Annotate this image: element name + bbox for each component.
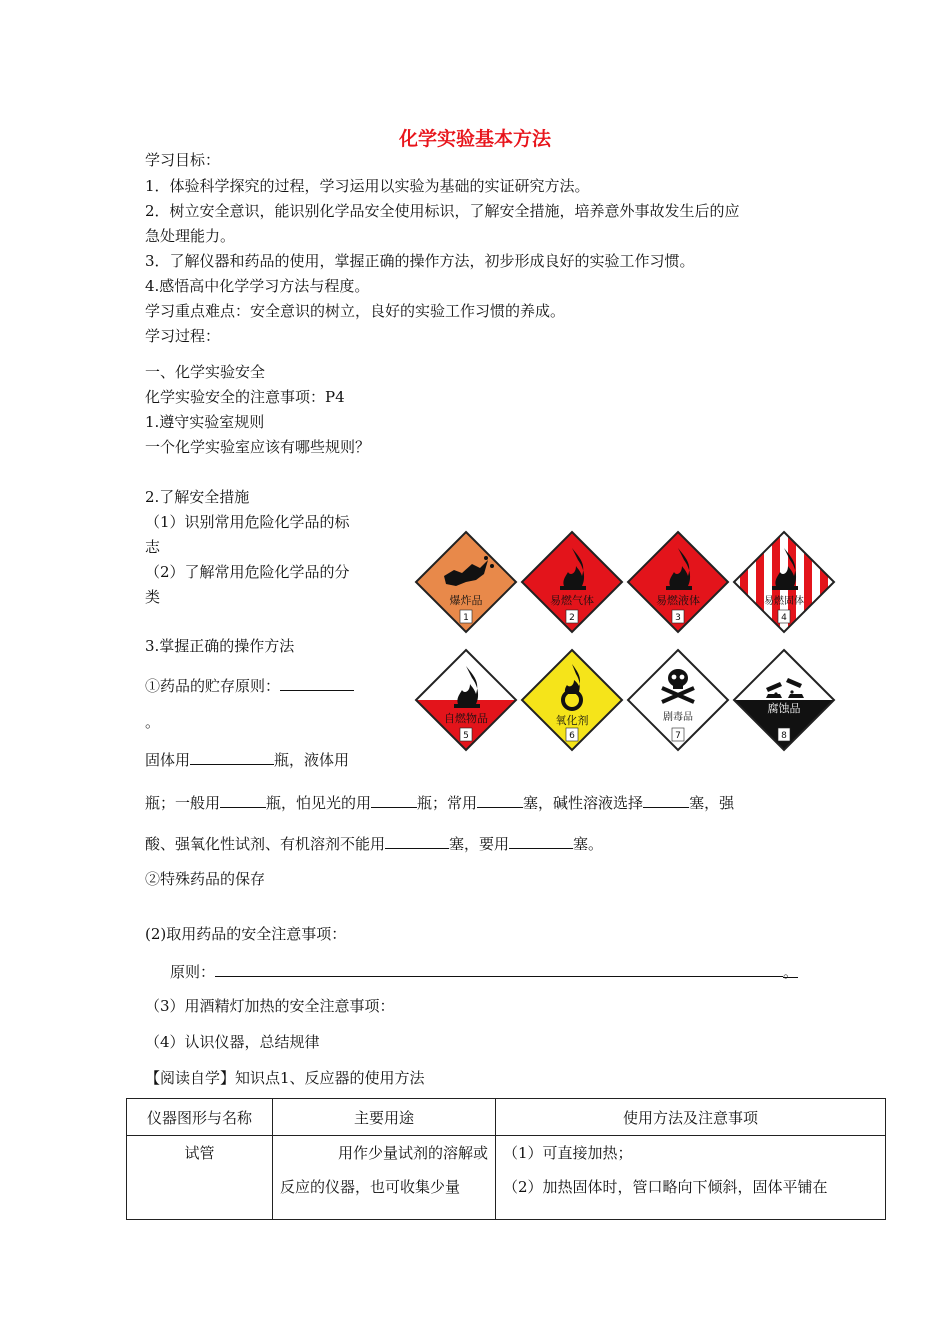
measure-1-line: 志	[145, 538, 161, 556]
table-header: 仪器图形与名称	[127, 1099, 273, 1136]
hazard-sign-oxidizer	[520, 648, 624, 752]
sign-label: 易燃固体	[764, 596, 804, 607]
hazard-signs-figure	[414, 530, 840, 770]
objectives-heading: 学习目标：	[145, 151, 221, 169]
sign-label: 爆炸品	[449, 594, 483, 607]
hazard-sign-flammable-solid	[732, 530, 836, 634]
fill-blank[interactable]	[477, 792, 523, 808]
sign-label: 氧化剂	[555, 714, 589, 727]
instruments-line: （4）认识仪器，总结规律	[145, 1033, 320, 1051]
hazard-sign-flammable-gas	[520, 530, 624, 634]
rule-title: 1.遵守实验室规则	[145, 413, 265, 431]
text-fragment: 瓶，怕见光的用	[266, 794, 372, 812]
text-fragment: 塞，要用	[449, 835, 510, 853]
fill-blank[interactable]	[509, 833, 573, 849]
measures-title: 2.了解安全措施	[145, 488, 250, 506]
hazard-sign-spontaneous-combustion	[414, 648, 518, 752]
sign-number: 4	[781, 613, 787, 623]
notes-line: （2）加热固体时，管口略向下倾斜，固体平铺在	[503, 1178, 828, 1196]
measure-2-line: 类	[145, 588, 161, 606]
text-fragment: 瓶；一般用	[145, 794, 221, 812]
instrument-name: 试管	[184, 1144, 215, 1162]
objective-item: 急处理能力。	[145, 227, 236, 245]
usage-line: 用作少量试剂的溶解或	[337, 1144, 488, 1162]
objective-item: 3．了解仪器和药品的使用，掌握正确的操作方法，初步形成良好的实验工作习惯。	[145, 252, 695, 270]
storage-label: ①药品的贮存原则：	[145, 677, 281, 695]
objective-item: 2．树立安全意识，能识别化学品安全使用标识，了解安全措施，培养意外事故发生后的应	[145, 202, 740, 220]
sign-label: 剧毒品	[663, 712, 693, 723]
table-header-row	[127, 1099, 886, 1136]
hazard-sign-toxic	[626, 648, 730, 752]
text-fragment: 固体用	[145, 751, 191, 769]
hazard-sign-corrosive	[732, 648, 836, 752]
fill-blank[interactable]	[385, 833, 449, 849]
table-header: 使用方法及注意事项	[496, 1099, 886, 1136]
sign-number: 2	[569, 613, 575, 623]
reading-line: 【阅读自学】知识点1、反应器的使用方法	[145, 1069, 425, 1087]
table-cell	[496, 1136, 886, 1220]
operation-title: 3.掌握正确的操作方法	[145, 637, 295, 655]
stopper-line	[145, 833, 603, 854]
fill-blank[interactable]	[280, 675, 354, 691]
storage-end: 。	[145, 713, 161, 731]
sign-number: 8	[781, 731, 787, 741]
fill-blank[interactable]	[220, 792, 266, 808]
text-fragment: 瓶；常用	[417, 794, 478, 812]
fill-blank[interactable]	[190, 749, 274, 765]
instrument-table	[126, 1098, 886, 1220]
text-fragment: 塞，强	[689, 794, 735, 812]
text-fragment: 塞，碱性溶液选择	[523, 794, 644, 812]
sign-number: 5	[463, 731, 469, 741]
usage-line: 反应的仪器，也可收集少量	[280, 1178, 461, 1196]
document-title: 化学实验基本方法	[398, 128, 551, 150]
alcohol-lamp-notes: （3）用酒精灯加热的安全注意事项：	[145, 997, 395, 1015]
process-heading: 学习过程：	[145, 327, 221, 345]
sign-number: 3	[675, 613, 681, 623]
table-row	[127, 1136, 886, 1220]
text-fragment: 。	[783, 963, 799, 981]
text-fragment: 酸、强氧化性试剂、有机溶剂不能用	[145, 835, 386, 853]
sign-number: 7	[675, 731, 681, 741]
key-points: 学习重点难点：安全意识的树立，良好的实验工作习惯的养成。	[145, 302, 566, 320]
storage-principle	[145, 675, 354, 696]
table-cell	[273, 1136, 496, 1220]
section-heading: 一、化学实验安全	[145, 363, 266, 381]
text-fragment: 原则：	[170, 963, 216, 981]
sign-number: 1	[463, 613, 469, 623]
sign-label: 易燃气体	[550, 594, 594, 607]
table-cell	[127, 1136, 273, 1220]
hazard-sign-explosive	[414, 530, 518, 634]
special-storage: ②特殊药品的保存	[145, 870, 266, 888]
principle-line	[170, 961, 798, 982]
notes-line: （1）可直接加热；	[503, 1144, 633, 1162]
fill-blank[interactable]	[643, 792, 689, 808]
fill-blank[interactable]	[371, 792, 417, 808]
fill-blank[interactable]	[215, 961, 783, 977]
sign-label: 腐蚀品	[767, 702, 801, 715]
sign-number: 6	[569, 731, 575, 741]
safety-notes: 化学实验安全的注意事项：P4	[145, 388, 345, 406]
table-header: 主要用途	[273, 1099, 496, 1136]
measure-2-line: （2）了解常用危险化学品的分	[145, 563, 350, 581]
objective-item: 1．体验科学探究的过程，学习运用以实验为基础的实证研究方法。	[145, 177, 590, 195]
measure-1-line: （1）识别常用危险化学品的标	[145, 513, 350, 531]
hazard-sign-flammable-liquid	[626, 530, 730, 634]
take-notes: (2)取用药品的安全注意事项：	[145, 925, 347, 943]
objective-item: 4.感悟高中化学学习方法与程度。	[145, 277, 370, 295]
text-fragment: 塞。	[573, 835, 604, 853]
sign-label: 易燃液体	[656, 594, 700, 607]
text-fragment: 瓶，液体用	[274, 751, 350, 769]
sign-label: 自燃物品	[444, 712, 488, 725]
solid-line	[145, 749, 349, 770]
bottle-line	[145, 792, 734, 813]
rule-question: 一个化学实验室应该有哪些规则？	[145, 438, 371, 456]
